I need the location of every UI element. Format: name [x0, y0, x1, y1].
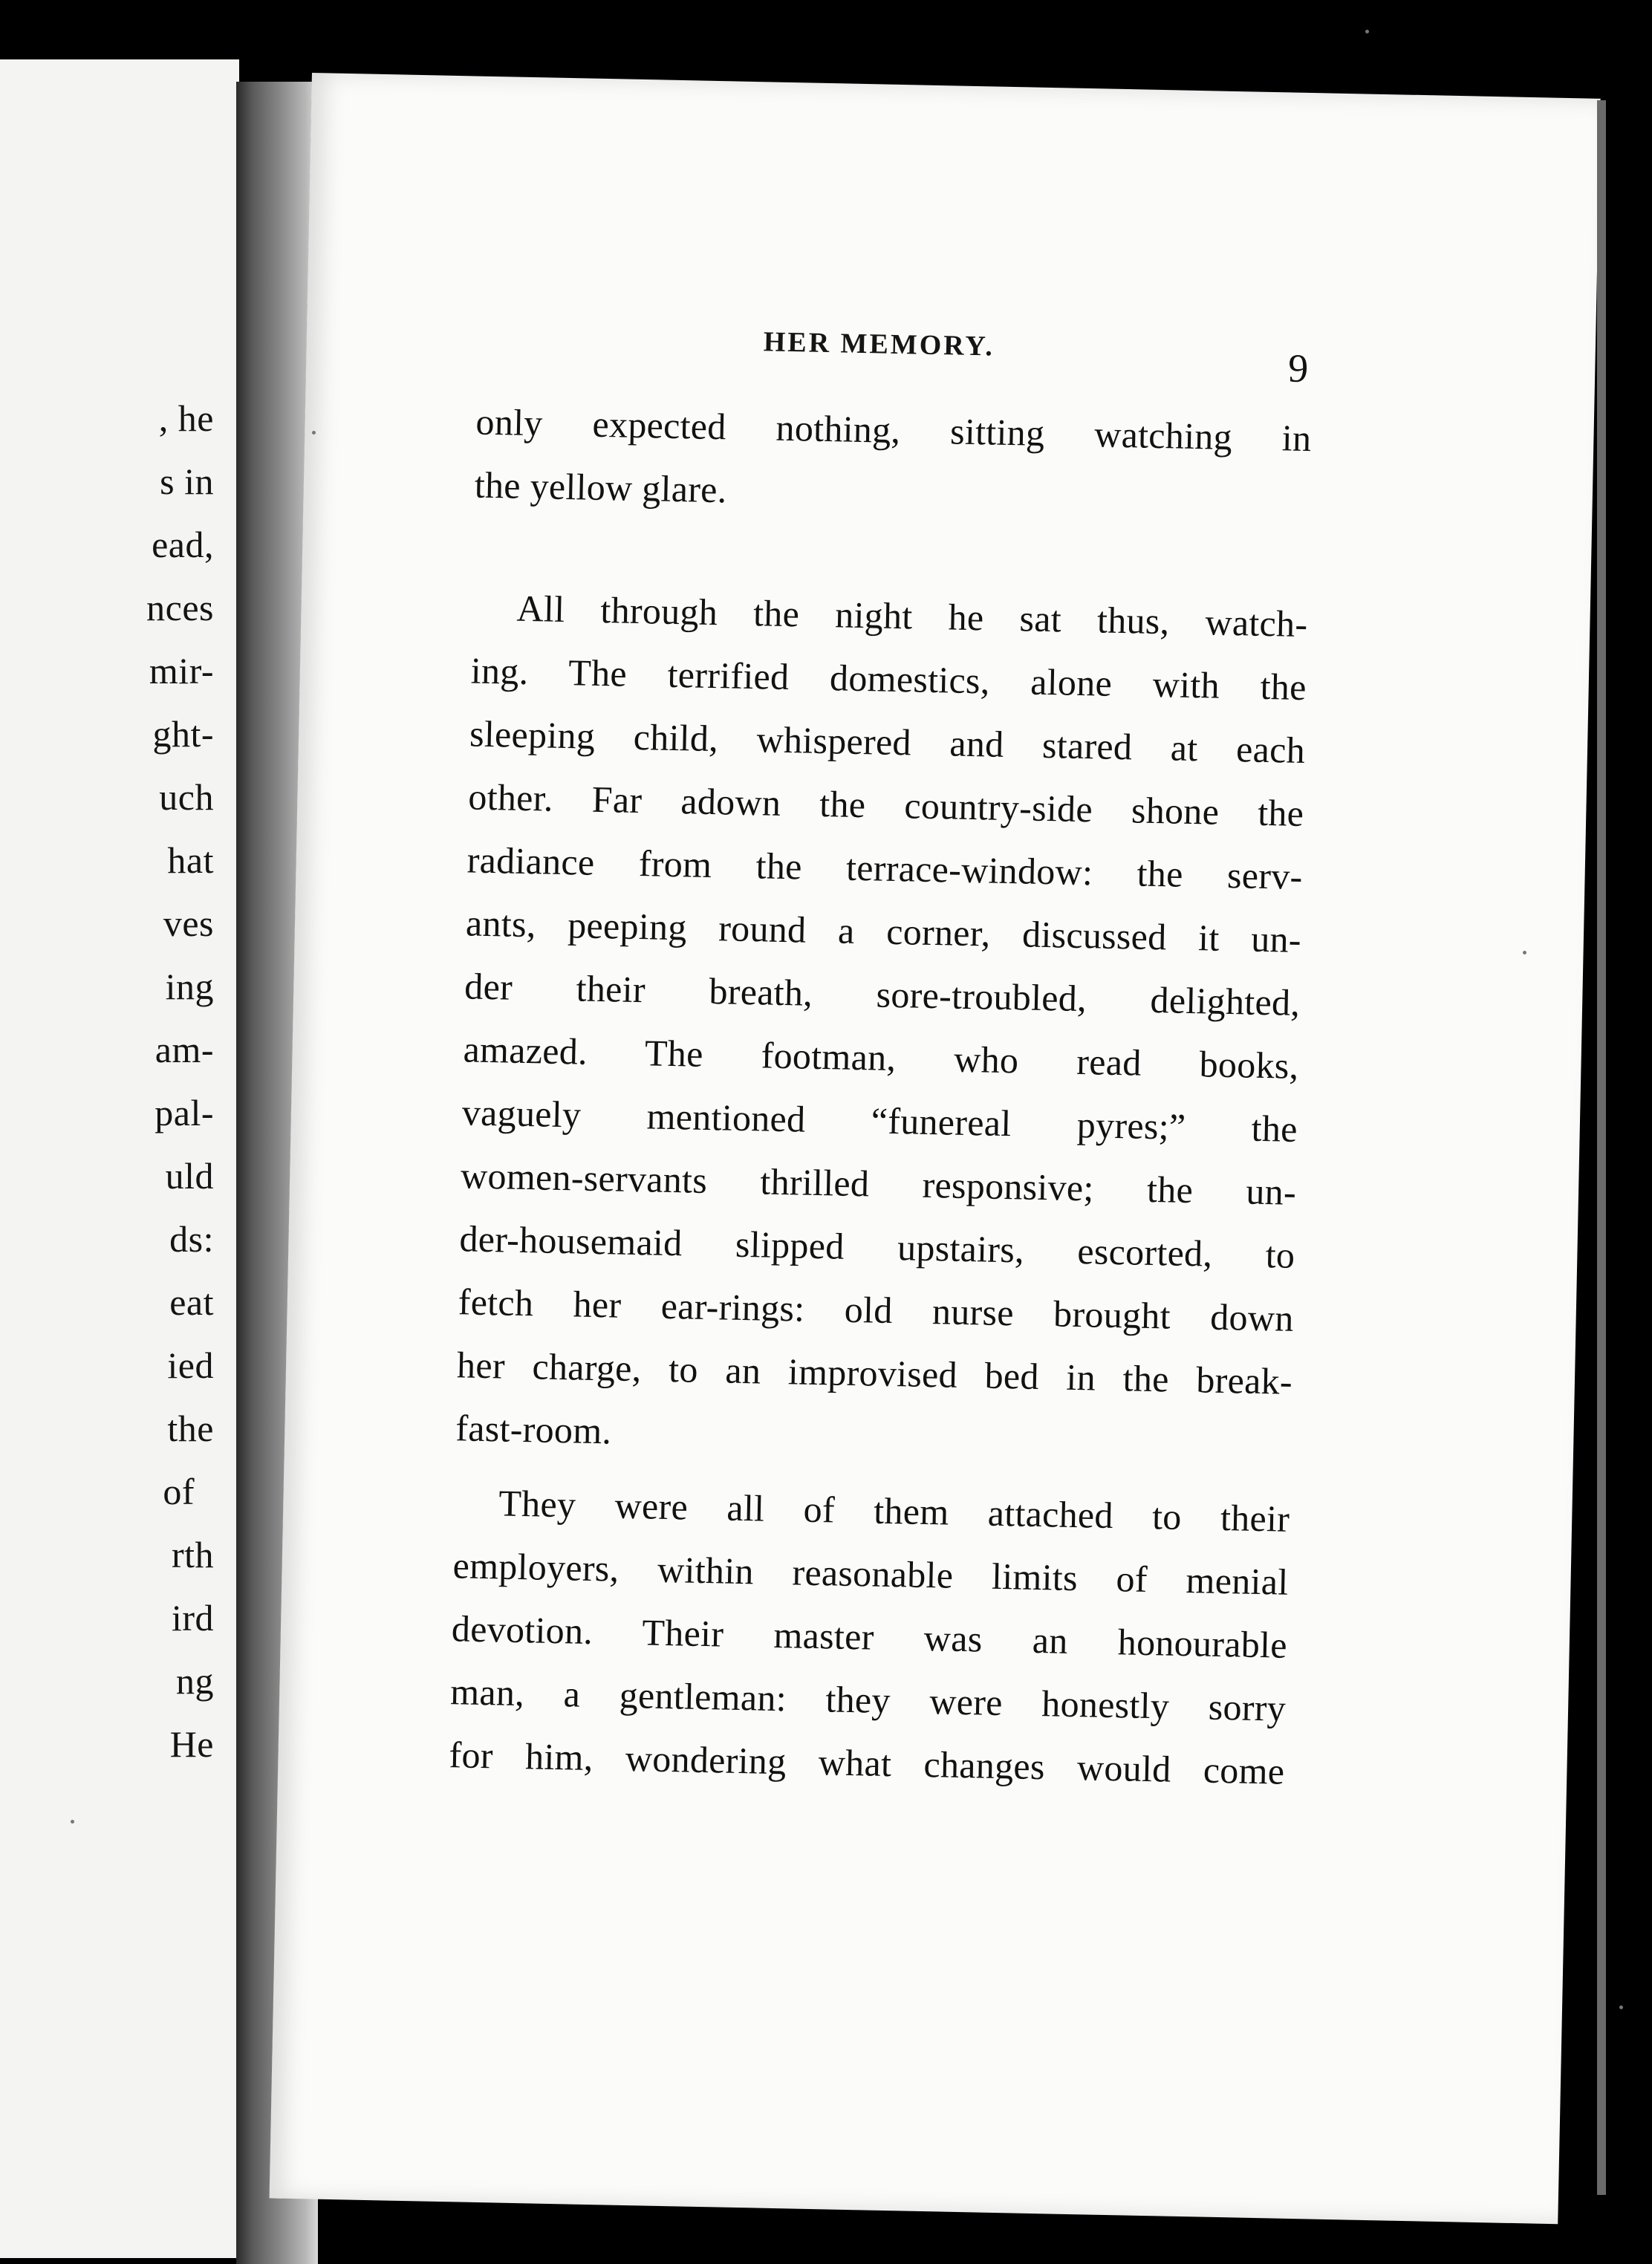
text-line: the yellow glare. — [474, 463, 728, 511]
left-page-fragment: mir- — [149, 650, 214, 692]
text-line: radiance from the terrace-window: the serv- — [466, 839, 1304, 897]
left-page-fragment: eat — [169, 1281, 214, 1323]
text-line: other. Far adown the country-side shone the — [467, 775, 1304, 834]
text-line: employers, within reasonable limits of menial — [452, 1544, 1290, 1603]
text-line: amazed. The footman, who read books, — [463, 1028, 1299, 1087]
text-line: for him, wondering what changes would come — [449, 1734, 1285, 1792]
left-page-fragment: ird — [171, 1597, 214, 1639]
left-page-fragment: hat — [167, 839, 214, 881]
page-edge — [1597, 100, 1606, 2195]
left-page-fragment: uld — [165, 1155, 214, 1197]
left-page — [0, 59, 239, 2258]
dust-speck — [1365, 30, 1369, 33]
left-page-fragment: rth — [171, 1534, 214, 1575]
left-page-fragment: pal- — [155, 1092, 214, 1133]
left-page-fragment: , he — [158, 397, 214, 439]
text-line: All through the night he sat thus, watch- — [516, 587, 1308, 645]
page-number: 9 — [1287, 345, 1309, 391]
text-line: ing. The terrified domestics, alone with the — [470, 649, 1307, 709]
left-page-fragment: nces — [146, 587, 214, 628]
text-line: ants, peeping round a corner, discussed it un- — [465, 902, 1302, 960]
left-page-fragment: ead, — [152, 524, 214, 565]
text-line: devotion. Their master was an honourable — [451, 1607, 1288, 1666]
left-page-fragment: ng — [176, 1660, 214, 1702]
left-page-fragment: of — [163, 1471, 195, 1512]
text-line: vaguely mentioned “funereal pyres;” the — [461, 1091, 1298, 1150]
left-page-fragment: ght- — [152, 713, 214, 755]
left-page-fragment: am- — [155, 1029, 214, 1070]
text-line: her charge, to an improvised bed in the break- — [456, 1344, 1293, 1402]
left-page-fragment: He — [169, 1723, 214, 1765]
text-line: man, a gentleman: they were honestly sorry — [449, 1671, 1287, 1729]
text-line: der their breath, sore-troubled, delighted, — [464, 965, 1301, 1024]
text-line: women-servants thrilled responsive; the un- — [460, 1154, 1297, 1213]
running-head: HER MEMORY. — [763, 326, 995, 362]
text-line: sleeping child, whispered and stared at each — [469, 712, 1306, 772]
left-page-fragment: the — [167, 1408, 214, 1449]
dust-speck — [312, 431, 316, 435]
left-page-fragment: ied — [167, 1344, 214, 1386]
dust-speck — [71, 1820, 74, 1824]
text-line: fast-room. — [455, 1407, 612, 1452]
text-line: They were all of them attached to their — [498, 1482, 1290, 1540]
left-page-fragment: uch — [159, 776, 214, 818]
text-line: fetch her ear-rings: old nurse brought down — [458, 1281, 1295, 1339]
left-page-fragment: ves — [163, 902, 214, 944]
right-page — [270, 73, 1601, 2224]
dust-speck — [1523, 951, 1526, 954]
left-page-fragment: ing — [165, 966, 214, 1007]
left-page-fragment: s in — [160, 461, 214, 502]
text-line: der-housemaid slipped upstairs, escorted, to — [458, 1217, 1295, 1276]
dust-speck — [1619, 2006, 1623, 2009]
text-line: only expected nothing, sitting watching in — [475, 400, 1312, 460]
left-page-fragment: ds: — [169, 1218, 214, 1260]
